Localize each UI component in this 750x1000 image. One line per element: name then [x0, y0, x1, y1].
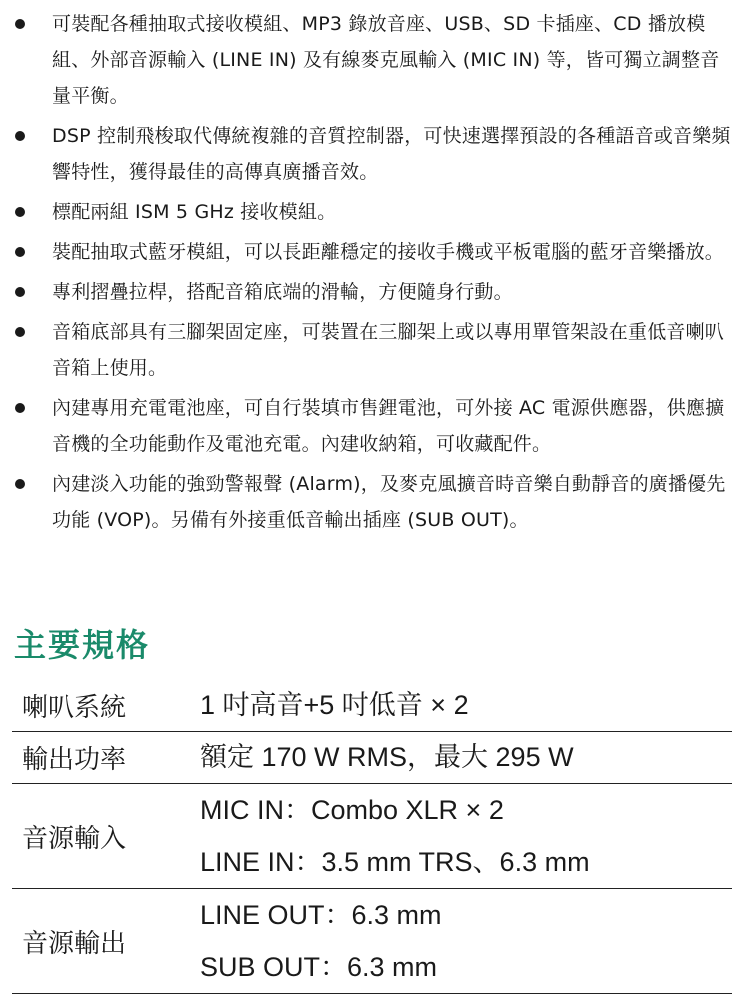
bullet-icon [15, 287, 25, 297]
spec-row-audio-input [12, 784, 732, 889]
bullet-icon [15, 327, 25, 337]
spec-value: MIC IN：Combo XLR × 2 [200, 795, 504, 825]
spec-value: 1 吋高音+5 吋低音 × 2 [200, 690, 469, 720]
bullet-icon [15, 403, 25, 413]
bullet-icon [15, 207, 25, 217]
spec-values [200, 889, 732, 993]
feature-item [0, 118, 750, 190]
spec-values [200, 680, 732, 731]
spec-row-speaker-system [12, 680, 732, 732]
bullet-icon [15, 247, 25, 257]
feature-item [0, 466, 750, 538]
feature-list [0, 6, 750, 542]
spec-row-audio-output [12, 889, 732, 994]
spec-value: 額定 170 W RMS，最大 295 W [200, 742, 574, 772]
feature-text: 裝配抽取式藍牙模組，可以長距離穩定的接收手機或平板電腦的藍牙音樂播放。 [52, 241, 725, 263]
spec-row-output-power [12, 732, 732, 784]
feature-text: 標配兩組 ISM 5 GHz 接收模組。 [52, 201, 337, 223]
feature-item [0, 194, 750, 230]
spec-values [200, 732, 732, 783]
feature-text: 內建專用充電電池座，可自行裝填市售鋰電池，可外接 AC 電源供應器，供應擴音機的全功能動作及電池充電。內建收納箱，可收藏配件。 [52, 397, 725, 455]
spec-values [200, 784, 732, 888]
feature-text: 專利摺疊拉桿，搭配音箱底端的滑輪，方便隨身行動。 [52, 281, 513, 303]
feature-item [0, 234, 750, 270]
feature-text: 內建淡入功能的強勁警報聲 (Alarm)，及麥克風擴音時音樂自動靜音的廣播優先功能 (VOP)。另備有外接重低音輸出插座 (SUB OUT)。 [52, 473, 726, 531]
feature-item [0, 390, 750, 462]
spec-value: LINE OUT：6.3 mm [200, 900, 442, 930]
spec-label: 喇叭系統 [22, 693, 127, 723]
feature-item [0, 274, 750, 310]
specs-title: 主要規格 [14, 626, 151, 664]
feature-item [0, 314, 750, 386]
feature-item [0, 6, 750, 114]
spec-label: 音源輸出 [22, 928, 127, 959]
feature-text: 音箱底部具有三腳架固定座，可裝置在三腳架上或以專用單管架設在重低音喇叭音箱上使用。 [52, 321, 725, 379]
bullet-icon [15, 131, 25, 141]
spec-value: SUB OUT：6.3 mm [200, 952, 438, 982]
spec-value: LINE IN：3.5 mm TRS、6.3 mm [200, 847, 590, 877]
spec-table [12, 680, 732, 994]
spec-label: 音源輸入 [22, 823, 127, 854]
bullet-icon [15, 19, 25, 29]
spec-label: 輸出功率 [22, 745, 127, 775]
bullet-icon [15, 479, 25, 489]
feature-text: DSP 控制飛梭取代傳統複雜的音質控制器，可快速選擇預設的各種語音或音樂頻響特性，獲得最佳的高傳真廣播音效。 [52, 125, 731, 183]
feature-text: 可裝配各種抽取式接收模組、MP3 錄放音座、USB、SD 卡插座、CD 播放模組、外部音源輸入 (LINE IN) 及有線麥克風輸入 (MIC IN) 等，皆可獨立調整音量平衡。 [52, 13, 720, 107]
